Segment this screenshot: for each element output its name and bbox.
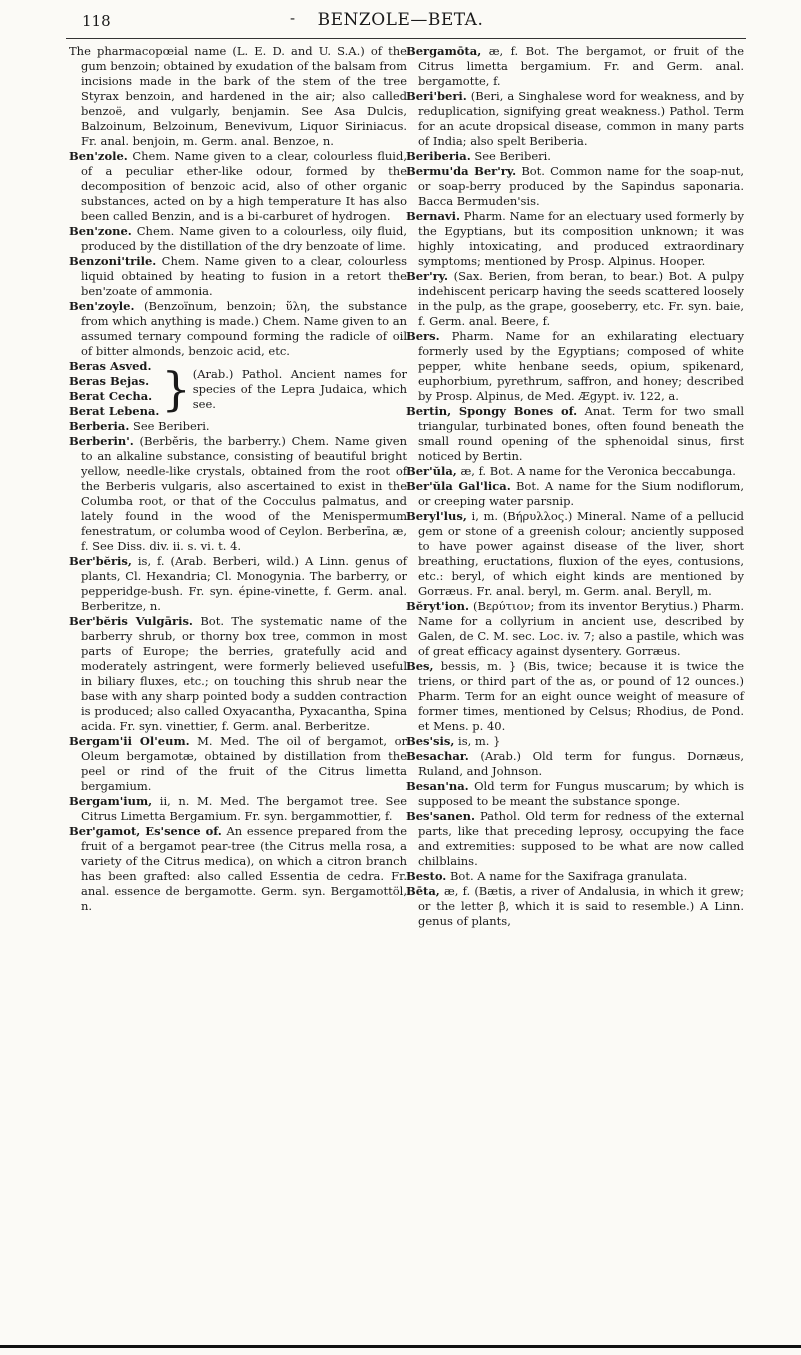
entry-definition: Old term for Fungus muscarum; by which is supposed to be meant the substance sponge. xyxy=(418,779,744,808)
entry-definition: æ, f. (Bætis, a river of Andalusia, in which it grew; or the letter β, which it is said to resemble.) A Linn. genus of plants, xyxy=(418,884,744,928)
bracket-headword: Berat Lebena. xyxy=(69,404,160,418)
entry-definition: Pharm. Name for an exhilarating electuary formerly used by the Egyptians; composed of white pepper, white henbane seeds, opium, spikenard, euphorbium, pyrethrum, saffron, and honey; described by Prosp. Alpinus, de Med. Ægypt. iv. 122, a. xyxy=(418,329,745,403)
entry-definition: See Beriberi. xyxy=(474,149,551,163)
dictionary-entry xyxy=(406,509,744,599)
dictionary-entry xyxy=(406,404,744,464)
entry-headword: Bĕryt'ion. xyxy=(406,599,470,613)
dictionary-entry xyxy=(69,434,407,554)
entry-definition: (Arab.) Old term for fungus. Dornæus, Ruland, and Johnson. xyxy=(418,749,744,778)
entry-definition: Bot. A name for the Saxifraga granulata. xyxy=(449,869,688,883)
entry-definition: See Beriberi. xyxy=(133,419,210,433)
entry-headword: Bermu'da Ber'ry. xyxy=(406,164,517,178)
entry-definition: (Berbĕris, the barberry.) Chem. Name given to an alkaline substance, consisting of beautiful bright yellow, needle-like crystals, obtained from the root of the Berberis vulgaris, also ascertained to exist in the Columba root, or that of the Cocculus palmatus, and lately found in the wood of the Menispermum fenestratum, or columba wood of Ceylon. Berberīna, æ, f. See Diss. div. ii. s. vi. t. 4. xyxy=(81,434,407,553)
bracket-headword: Beras Asved. xyxy=(69,359,152,373)
bracket-headword: Berat Cecha. xyxy=(69,389,153,403)
entry-definition: ii, n. M. Med. The bergamot tree. See Citrus Limetta Bergamium. Fr. syn. bergammottier, f. xyxy=(81,794,407,823)
dictionary-entry xyxy=(69,149,407,224)
header-rule xyxy=(66,38,746,39)
bottom-rule xyxy=(0,1345,801,1348)
entry-headword: Ber'bĕris, xyxy=(69,554,132,568)
entry-headword: Beriberia. xyxy=(406,149,471,163)
right-column xyxy=(406,44,744,929)
entry-definition: Pathol. Old term for redness of the external parts, like that preceding leprosy, occupying the face and extremities: supposed to be what are now called chilblains. xyxy=(418,809,745,868)
entry-headword: Ber'gamot, Es'sence of. xyxy=(69,824,222,838)
entry-headword: Besachar. xyxy=(406,749,469,763)
dictionary-entry xyxy=(406,869,744,884)
entry-definition: The pharmacopœial name (L. E. D. and U. S.A.) of the gum benzoin; obtained by exudation of the balsam from incisions made in the bark of the stem of the tree Styrax benzoin, and hardened in the air; also called benzoë, and vulgarly, benjamin. See Asa Dulcis, Balzoinum, Belzoinum, Benevivum, Liquor Siriniacus. Fr. anal. benjoin, m. Germ. anal. Benzoe, n. xyxy=(69,44,408,148)
page-number: 118 xyxy=(82,12,111,30)
dictionary-entry xyxy=(406,164,744,209)
entry-headword: Bes'sanen. xyxy=(406,809,475,823)
entry-definition: Pharm. Name for an electuary used formerly by the Egyptians, but its composition unknown; it was highly intoxicating, and produced extraordinary symptoms; mentioned by Prosp. Alpinus. Hooper. xyxy=(418,209,745,268)
entry-headword: Beryl'lus, xyxy=(406,509,467,523)
dictionary-entry xyxy=(406,44,744,89)
dictionary-entry xyxy=(406,329,744,404)
entry-definition: An essence prepared from the fruit of a bergamot pear-tree (the Citrus mella rosa, a variety of the Citrus medica), on which a citron branch has been grafted: also called Essentia de cedra. Fr. anal. essence de bergamotte. Germ. syn. Bergamottöl, n. xyxy=(81,824,408,913)
entry-headword: Bergam'ii Ol'eum. xyxy=(69,734,190,748)
bracket-headwords xyxy=(69,359,159,419)
entry-headword: Bes'sis, xyxy=(406,734,455,748)
dictionary-entry xyxy=(406,599,744,659)
entry-definition: æ, f. Bot. The bergamot, or fruit of the Citrus limetta bergamium. Fr. and Germ. anal. bergamotte, f. xyxy=(418,44,744,88)
entry-definition: Chem. Name given to a colourless, oily fluid, produced by the distillation of the dry benzoate of lime. xyxy=(81,224,407,253)
entry-definition: Chem. Name given to a clear, colourless liquid obtained by heating to fusion in a retort the ben'zoate of ammonia. xyxy=(81,254,407,298)
entry-definition: is, m. } xyxy=(458,734,501,748)
entry-headword: Berberia. xyxy=(69,419,130,433)
entry-headword: Ben'zone. xyxy=(69,224,132,238)
dictionary-entry xyxy=(406,809,744,869)
bracket-headword: Beras Bejas. xyxy=(69,374,150,388)
dictionary-entry xyxy=(69,224,407,254)
page-header xyxy=(0,8,801,38)
dictionary-entry xyxy=(69,554,407,614)
dictionary-entry xyxy=(406,659,744,734)
entry-headword: Ber'ŭla Gal'lica. xyxy=(406,479,511,493)
entry-definition: Anat. Term for two small triangular, turbinated bones, often found beneath the small round opening of the sphenoidal sinus, first noticed by Bertin. xyxy=(418,404,745,463)
entry-headword: Ber'ŭla, xyxy=(406,464,457,478)
entry-definition: is, f. (Arab. Berberi, wild.) A Linn. genus of plants, Cl. Hexandria; Cl. Monogynia. The barberry, or pepperidge-bush. Fr. syn. épine-vinette, f. Germ. anal. Berberitze, n. xyxy=(81,554,408,613)
dictionary-entry xyxy=(406,479,744,509)
dictionary-entry xyxy=(69,299,407,359)
entry-headword: Berberin'. xyxy=(69,434,134,448)
entry-headword: Bes, xyxy=(406,659,434,673)
dictionary-entry xyxy=(69,794,407,824)
entry-headword: Ben'zole. xyxy=(69,149,128,163)
running-head: BENZOLE—BETA. xyxy=(317,10,484,30)
entry-definition: Chem. Name given to a clear, colourless fluid, of a peculiar ether-like odour, formed by the decomposition of benzoic acid, also of other organic substances, acted on by a high temperature It has also been called Benzin, and is a bi-carburet of hydrogen. xyxy=(81,149,407,223)
entry-headword: Besan'na. xyxy=(406,779,469,793)
entry-headword: Bernavi. xyxy=(406,209,460,223)
entry-headword: Ber'ry. xyxy=(406,269,449,283)
dictionary-entry xyxy=(406,779,744,809)
header-dash: - xyxy=(290,9,296,27)
entry-headword: Bergam'ium, xyxy=(69,794,153,808)
brace-symbol: } xyxy=(161,362,191,416)
entry-headword: Bēta, xyxy=(406,884,440,898)
entry-definition: bessis, m. } (Bis, twice; because it is twice the triens, or third part of the as, or pound of 12 ounces.) Pharm. Term for an eight ounce weight of measure of former times, mentioned by Celsus; Rhodius, de Pond. et Mens. p. 40. xyxy=(418,659,744,733)
entry-definition: i, m. (Βήρυλλος.) Mineral. Name of a pellucid gem or stone of a greenish colour; anciently supposed to have power against disease of the liver, short breathing, eructations, fluxion of the eyes, contusions, etc.: beryl, of which eight kinds are mentioned by Gorræus. Fr. anal. beryl, m. Germ. anal. Beryll, m. xyxy=(418,509,745,598)
entry-definition: M. Med. The oil of bergamot, or Oleum bergamotæ, obtained by distillation from the peel or rind of the fruit of the Citrus limetta bergamium. xyxy=(81,734,408,793)
entry-definition: (Beri, a Singhalese word for weakness, and by reduplication, signifying great weakness.) Pathol. Term for an acute dropsical disease, common in many parts of India; also spelt Beriberia. xyxy=(418,89,744,148)
entry-definition: Bot. A name for the Sium nodiflorum, or creeping water parsnip. xyxy=(418,479,744,508)
entry-definition: æ, f. Bot. A name for the Veronica beccabunga. xyxy=(460,464,736,478)
entry-headword: Benzoni'trile. xyxy=(69,254,157,268)
entry-headword: Bergamōta, xyxy=(406,44,482,58)
dictionary-entry xyxy=(69,614,407,734)
left-column xyxy=(69,44,407,914)
entry-headword: Besto. xyxy=(406,869,447,883)
entry-headword: Bertin, Spongy Bones of. xyxy=(406,404,578,418)
dictionary-entry xyxy=(406,89,744,149)
entry-definition: Bot. Common name for the soap-nut, or soap-berry produced by the Sapindus saponaria. Bacca Bermuden'sis. xyxy=(418,164,745,208)
dictionary-entry xyxy=(69,419,407,434)
entry-definition: (Benzoïnum, benzoin; ὕλη, the substance from which anything is made.) Chem. Name given to an assumed ternary compound forming the radicle of oil of bitter almonds, benzoic acid, etc. xyxy=(81,299,408,358)
entry-definition: (Sax. Berien, from beran, to bear.) Bot. A pulpy indehiscent pericarp having the seeds scattered loosely in the pulp, as the grape, gooseberry, etc. Fr. syn. baie, f. Germ. anal. Beere, f. xyxy=(418,269,744,328)
entry-definition: (Βερύτιον; from its inventor Berytius.) Pharm. Name for a collyrium in ancient use, described by Galen, de C. M. sec. Loc. iv. 7; also a pastile, which was of great efficacy against dysentery. Gorræus. xyxy=(418,599,744,658)
dictionary-entry xyxy=(69,734,407,794)
dictionary-entry xyxy=(406,269,744,329)
dictionary-entry xyxy=(406,209,744,269)
entry-headword: Ben'zoyle. xyxy=(69,299,135,313)
dictionary-entry xyxy=(406,464,744,479)
dictionary-entry xyxy=(406,734,744,749)
dictionary-entry xyxy=(406,749,744,779)
entry-headword: Ber'bĕris Vulgāris. xyxy=(69,614,193,628)
entry-headword: Beri'beri. xyxy=(406,89,467,103)
dictionary-entry xyxy=(69,824,407,914)
bracket-entry-group xyxy=(69,359,407,419)
entry-definition: Bot. The systematic name of the barberry shrub, or thorny box tree, common in most parts of Europe; the berries, gratefully acid and moderately astringent, were formerly believed useful in biliary fluxes, etc.; on touching this shrub near the base with any sharp pointed body a sudden contraction is produced; also called Oxyacantha, Pyxacantha, Spina acida. Fr. syn. vinettier, f. Germ. anal. Berberitze. xyxy=(81,614,408,733)
bracket-definition: (Arab.) Pathol. Ancient names for species of the Lepra Judaica, which see. xyxy=(192,366,407,411)
dictionary-entry xyxy=(69,254,407,299)
dictionary-entry xyxy=(406,149,744,164)
dictionary-entry xyxy=(406,884,744,929)
entry-headword: Bers. xyxy=(406,329,440,343)
dictionary-entry xyxy=(69,44,407,149)
